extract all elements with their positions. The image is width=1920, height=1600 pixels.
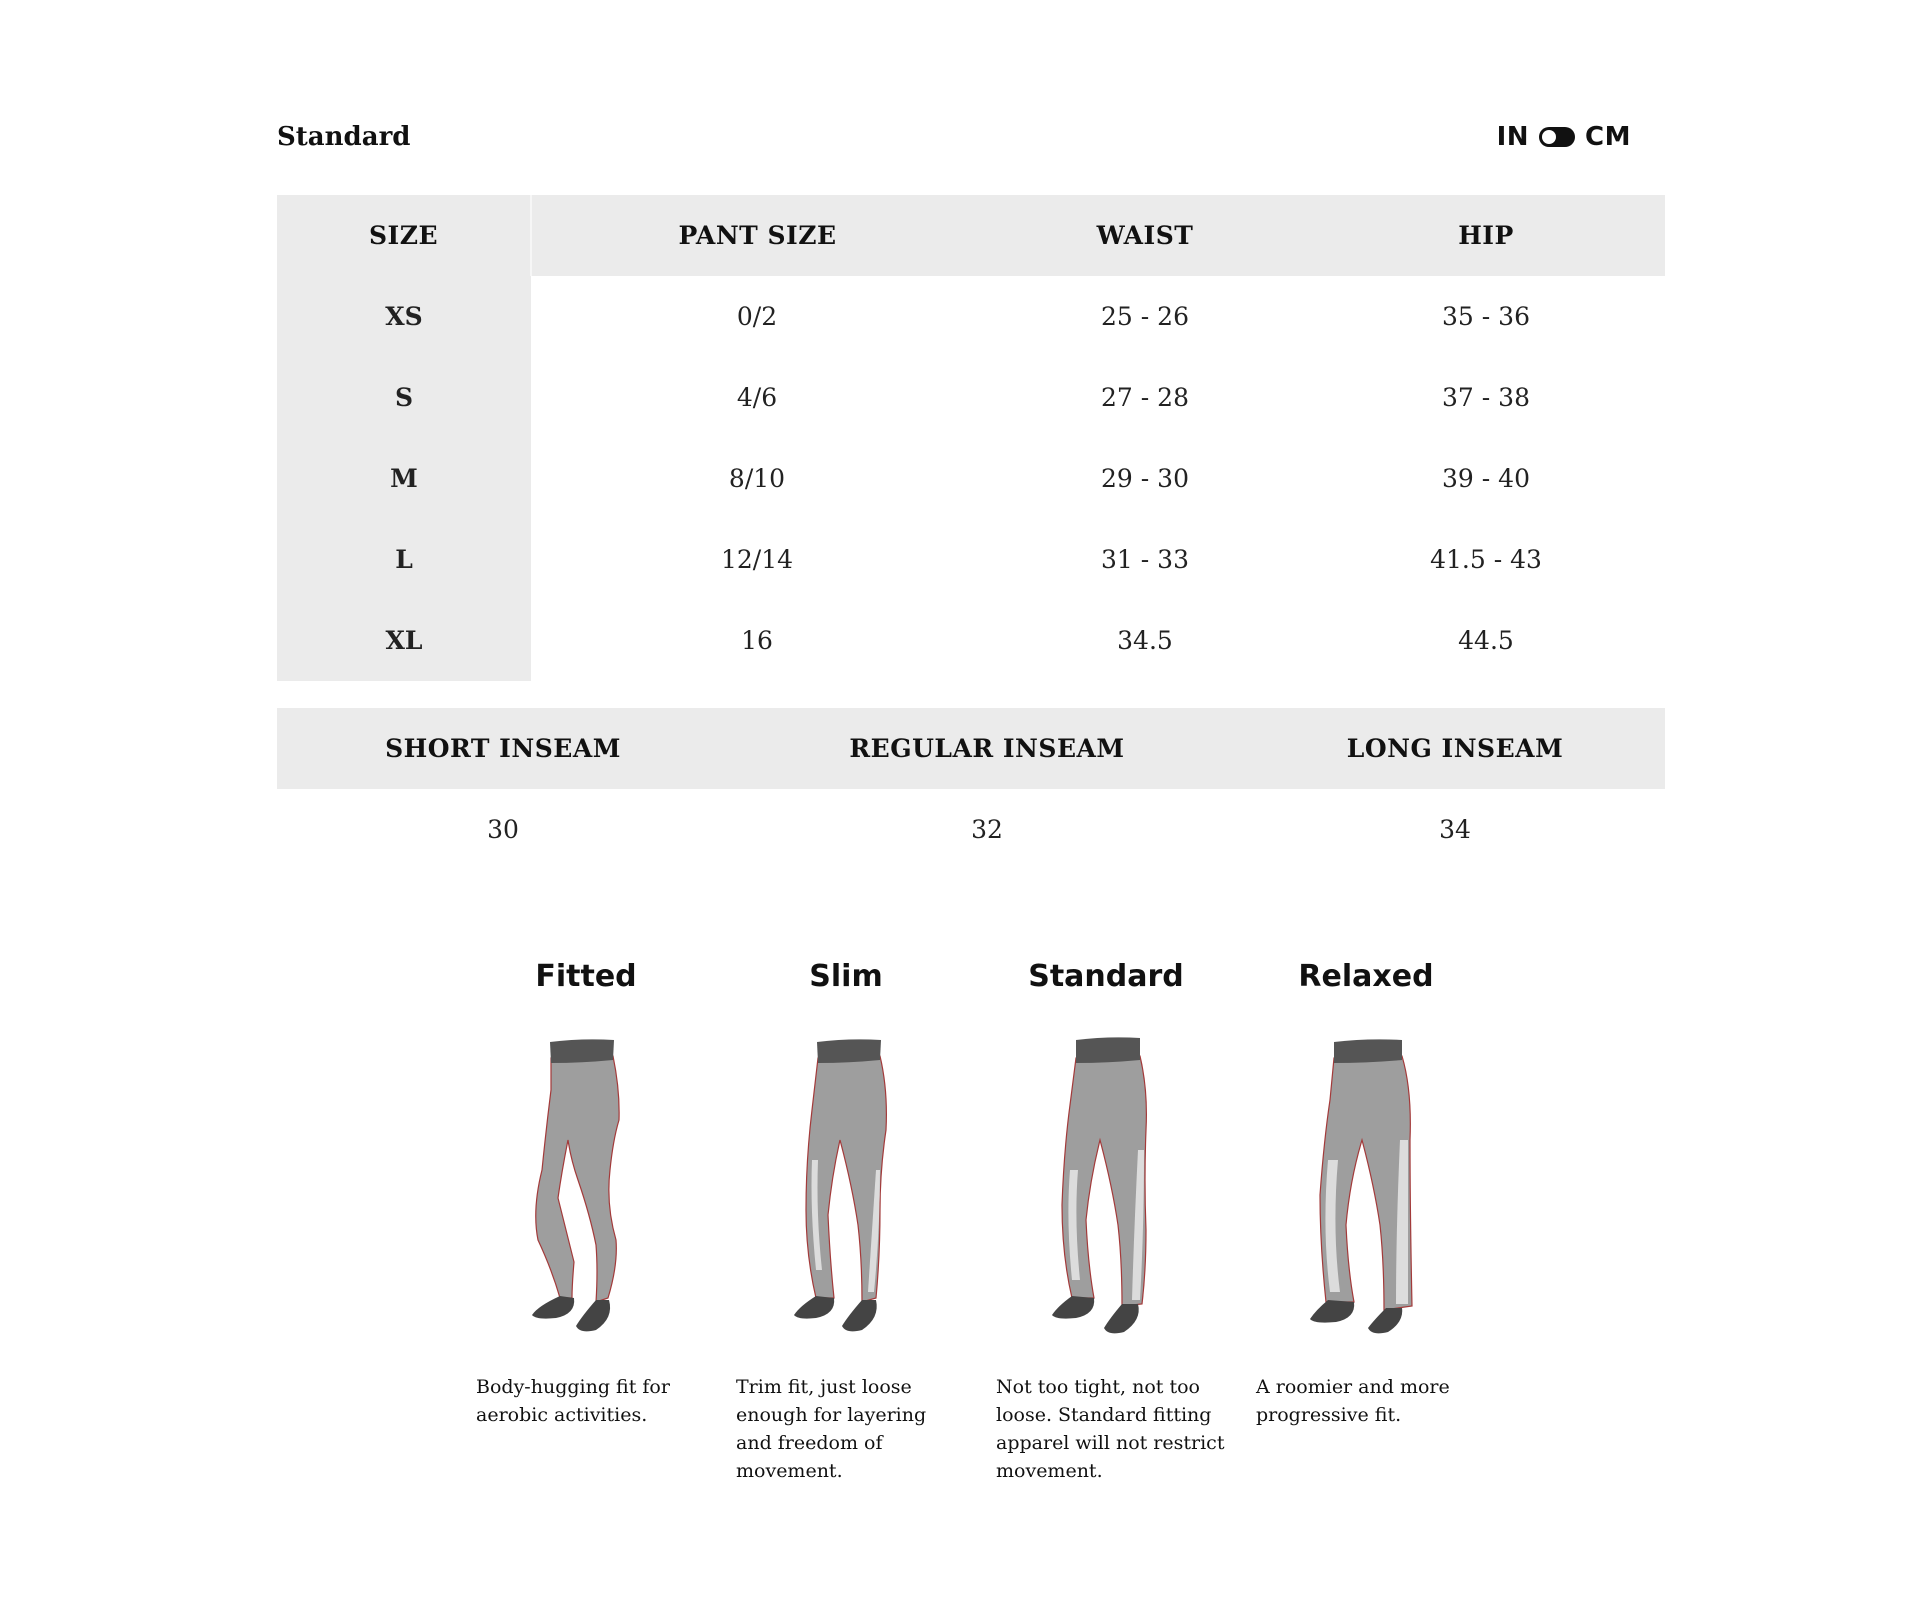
header-hip: HIP	[1307, 195, 1665, 276]
pant-size-cell: 12/14	[720, 545, 794, 574]
fit-name: Relaxed	[1298, 959, 1434, 994]
waist-cell: 29 - 30	[1101, 464, 1189, 493]
waist-cell: 31 - 33	[1101, 545, 1189, 574]
fit-name: Fitted	[535, 959, 637, 994]
size-table-header-row	[277, 195, 1665, 276]
fitted-pants-icon	[516, 1030, 656, 1340]
size-cell: L	[277, 519, 531, 600]
fit-description: Trim fit, just loose enough for layering and freedom of movement.	[736, 1376, 927, 1482]
fit-description: Not too tight, not too loose. Standard fitting apparel will not restrict movement.	[996, 1376, 1225, 1482]
table-row	[277, 276, 1665, 357]
pant-size-cell: 4/6	[736, 383, 778, 412]
header-size: SIZE	[277, 195, 531, 276]
hip-cell: 37 - 38	[1442, 383, 1530, 412]
table-row	[277, 600, 1665, 681]
waist-cell: 34.5	[1117, 626, 1173, 655]
hip-cell: 44.5	[1458, 626, 1514, 655]
header-pant-size: PANT SIZE	[531, 195, 983, 276]
unit-toggle[interactable]	[1497, 122, 1631, 152]
long-inseam-value: 34	[1439, 815, 1471, 844]
standard-pants-icon	[1036, 1030, 1176, 1340]
size-table	[277, 195, 1665, 681]
regular-inseam-value: 32	[971, 815, 1003, 844]
fit-name: Standard	[1028, 959, 1184, 994]
relaxed-pants-icon	[1296, 1030, 1436, 1340]
size-cell: XS	[277, 276, 531, 357]
inseam-table	[277, 708, 1665, 870]
waist-cell: 25 - 26	[1101, 302, 1189, 331]
size-cell: S	[277, 357, 531, 438]
hip-cell: 41.5 - 43	[1430, 545, 1542, 574]
header-long-inseam: LONG INSEAM	[1245, 708, 1665, 789]
slim-pants-icon	[776, 1030, 916, 1340]
unit-in-label[interactable]: IN	[1496, 122, 1530, 152]
fit-description: A roomier and more progressive fit.	[1256, 1376, 1450, 1426]
table-row	[277, 357, 1665, 438]
inseam-header-row	[277, 708, 1665, 789]
pant-size-cell: 8/10	[728, 464, 786, 493]
hip-cell: 35 - 36	[1442, 302, 1530, 331]
fit-name: Slim	[809, 959, 883, 994]
waist-cell: 27 - 28	[1101, 383, 1189, 412]
header-short-inseam: SHORT INSEAM	[277, 708, 729, 789]
unit-cm-label[interactable]: CM	[1585, 122, 1631, 152]
pant-size-cell: 0/2	[736, 302, 778, 331]
pant-size-cell: 16	[741, 626, 773, 655]
size-cell: XL	[277, 600, 531, 681]
table-row	[277, 438, 1665, 519]
fit-description: Body-hugging fit for aerobic activities.	[476, 1376, 670, 1426]
toggle-knob	[1542, 130, 1556, 144]
fit-title: Standard	[277, 122, 411, 152]
header-waist: WAIST	[983, 195, 1307, 276]
hip-cell: 39 - 40	[1442, 464, 1530, 493]
table-row	[277, 789, 1665, 870]
size-cell: M	[277, 438, 531, 519]
fit-guide	[476, 955, 1516, 1495]
unit-toggle-switch[interactable]	[1539, 127, 1575, 147]
size-chart-header	[277, 118, 1665, 158]
short-inseam-value: 30	[487, 815, 519, 844]
table-row	[277, 519, 1665, 600]
header-regular-inseam: REGULAR INSEAM	[729, 708, 1245, 789]
